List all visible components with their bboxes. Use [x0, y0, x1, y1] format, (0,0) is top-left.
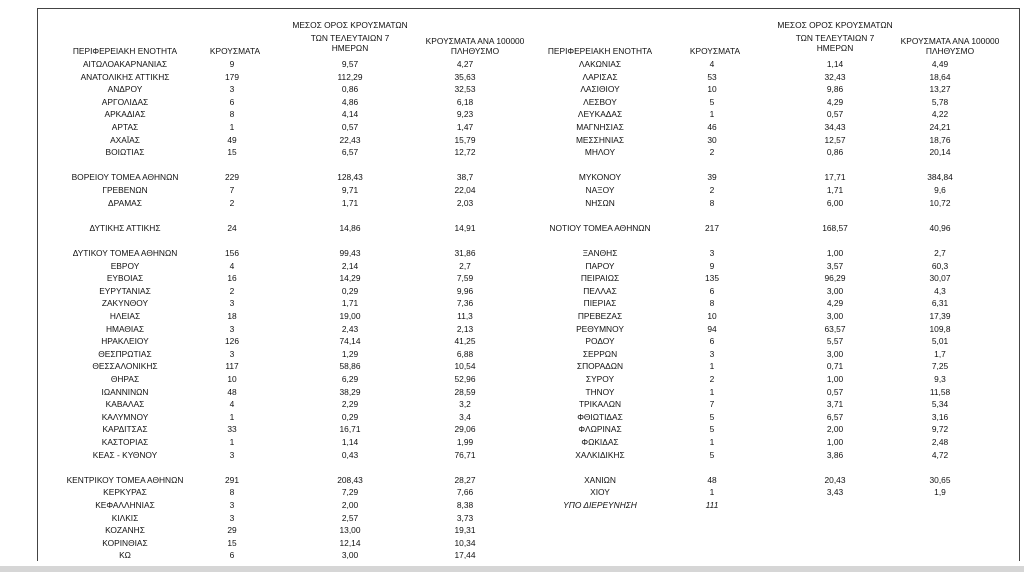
row-cases-value: 1 — [709, 361, 715, 372]
row-cases-value: 15 — [227, 537, 237, 548]
row-per-value: 109,8 — [929, 323, 951, 334]
row-per-value: 2,13 — [456, 323, 474, 334]
row-avg-value: 3,00 — [826, 348, 844, 359]
row-region-name: ΜΕΣΣΗΝΙΑΣ — [575, 134, 625, 145]
row-per-value: 29,06 — [454, 424, 476, 435]
row-cases-value: 3 — [709, 248, 715, 258]
row-cases-value: 291 — [225, 474, 239, 485]
row-per-value: 18,64 — [929, 71, 951, 82]
row-avg-value: 4,29 — [826, 298, 844, 309]
row-avg-value: 2,14 — [341, 260, 359, 271]
row-per-value: 5,78 — [931, 96, 949, 107]
row-cases-value: 4 — [229, 399, 235, 410]
row-cases-value: 5 — [709, 96, 715, 107]
row-cases-value: 9 — [229, 59, 235, 69]
row-cases-value: 48 — [227, 386, 237, 397]
row-region-name: ΦΘΙΩΤΙΔΑΣ — [577, 411, 623, 422]
row-cases-value: 2 — [709, 147, 715, 158]
row-avg-value: 1,71 — [341, 298, 359, 309]
row-cases-value: 4 — [709, 59, 715, 69]
row-cases-value: 1 — [229, 411, 235, 422]
row-per-value: 5,01 — [931, 336, 949, 347]
row-cases-value: 3 — [709, 348, 715, 359]
row-cases-value: 2 — [709, 185, 715, 195]
row-per-value: 12,72 — [454, 147, 476, 158]
row-region-name: ΛΑΡΙΣΑΣ — [582, 71, 618, 82]
row-cases-value: 6 — [229, 550, 235, 561]
row-avg-value: 112,29 — [337, 71, 363, 82]
row-cases-value: 6 — [229, 96, 235, 107]
row-per-value: 28,59 — [454, 386, 476, 397]
row-avg-value: 208,43 — [337, 474, 363, 485]
row-avg-value: 17,71 — [824, 172, 846, 183]
row-per-value: 15,79 — [454, 134, 476, 145]
row-per-value: 32,53 — [454, 84, 476, 95]
row-per-value: 1,7 — [934, 348, 946, 359]
row-avg-value: 6,29 — [341, 374, 359, 384]
row-cases-value: 94 — [707, 323, 717, 334]
row-avg-value: 3,43 — [826, 487, 844, 498]
row-region-name: ΔΡΑΜΑΣ — [108, 197, 142, 208]
row-cases-value: 6 — [709, 336, 715, 347]
row-region-name: ΠΙΕΡΙΑΣ — [583, 298, 617, 309]
row-region-name: ΛΕΣΒΟΥ — [583, 96, 617, 107]
row-region-name: ΘΕΣΠΡΩΤΙΑΣ — [98, 348, 152, 359]
row-region-name: ΚΑΛΥΜΝΟΥ — [101, 411, 149, 422]
row-region-name: ΠΡΕΒΕΖΑΣ — [577, 311, 623, 321]
row-avg-value: 6,57 — [826, 411, 844, 422]
header-per-line2: ΠΛΗΘΥΣΜΟ — [450, 46, 500, 56]
row-cases-value: 10 — [707, 311, 717, 321]
row-per-value: 19,31 — [454, 525, 476, 536]
header-cases-left: ΚΡΟΥΣΜΑΤΑ — [209, 46, 261, 56]
header-avg-line3: ΗΜΕΡΩΝ — [816, 43, 854, 53]
row-region-name: ΣΥΡΟΥ — [585, 374, 615, 384]
row-cases-value: 1 — [709, 437, 715, 447]
row-per-value: 2,03 — [456, 197, 474, 208]
row-cases-value: 49 — [227, 134, 237, 145]
row-cases-value: 1 — [709, 386, 715, 397]
row-per-value: 3,73 — [456, 512, 474, 523]
row-region-name: ΚΑΣΤΟΡΙΑΣ — [101, 437, 149, 447]
row-avg-value: 13,00 — [339, 525, 361, 536]
row-cases-value: 16 — [227, 273, 237, 284]
row-region-name: ΕΥΒΟΙΑΣ — [106, 273, 144, 284]
row-cases-value: 4 — [229, 260, 235, 271]
row-per-value: 22,04 — [454, 185, 476, 195]
row-region-name: ΛΑΣΙΘΙΟΥ — [580, 84, 620, 95]
row-per-value: 2,7 — [459, 260, 471, 271]
row-cases-value: 5 — [709, 411, 715, 422]
row-avg-value: 9,71 — [341, 185, 359, 195]
row-avg-value: 0,29 — [341, 411, 359, 422]
row-region-name: ΚΟΖΑΝΗΣ — [105, 525, 145, 536]
row-region-name: ΚΑΡΔΙΤΣΑΣ — [102, 424, 148, 435]
row-cases-value: 3 — [229, 449, 235, 460]
header-cases-right: ΚΡΟΥΣΜΑΤΑ — [689, 46, 741, 56]
row-cases-value: 24 — [227, 222, 237, 233]
row-avg-value: 0,71 — [826, 361, 844, 372]
row-cases-value: 1 — [709, 487, 715, 498]
row-per-value: 3,2 — [459, 399, 471, 410]
row-region-name: ΘΕΣΣΑΛΟΝΙΚΗΣ — [92, 361, 158, 372]
row-per-value: 24,21 — [929, 122, 951, 132]
row-per-value: 9,72 — [931, 424, 949, 435]
row-region-name: ΗΜΑΘΙΑΣ — [105, 323, 145, 334]
row-cases-value: 8 — [709, 197, 715, 208]
row-avg-value: 5,57 — [826, 336, 844, 347]
row-avg-value: 6,57 — [341, 147, 359, 158]
row-avg-value: 74,14 — [339, 336, 361, 347]
row-avg-value: 3,00 — [341, 550, 359, 561]
row-avg-value: 20,43 — [824, 474, 846, 485]
row-cases-value: 3 — [229, 84, 235, 95]
row-cases-value: 6 — [709, 285, 715, 296]
row-per-value: 9,6 — [934, 185, 946, 195]
row-region-name: ΕΒΡΟΥ — [110, 260, 140, 271]
row-avg-value: 0,86 — [341, 84, 359, 95]
header-per-line2: ΠΛΗΘΥΣΜΟ — [925, 46, 975, 56]
row-region-name: ΜΑΓΝΗΣΙΑΣ — [576, 122, 624, 132]
row-per-value: 5,34 — [931, 399, 949, 410]
row-cases-value: 217 — [705, 222, 719, 233]
row-cases-value: 53 — [707, 71, 717, 82]
row-region-name: ΘΗΡΑΣ — [110, 374, 140, 384]
row-cases-value: 1 — [229, 122, 235, 132]
row-region-name: ΑΝΔΡΟΥ — [107, 84, 143, 95]
row-cases-value: 8 — [229, 487, 235, 498]
row-cases-value: 15 — [227, 147, 237, 158]
row-per-value: 17,44 — [454, 550, 476, 561]
row-region-name: ΧΙΟΥ — [590, 487, 610, 498]
row-cases-value: 3 — [229, 512, 235, 523]
row-region-name: ΠΑΡΟΥ — [585, 260, 615, 271]
row-cases-value: 2 — [229, 197, 235, 208]
row-avg-value: 32,43 — [824, 71, 846, 82]
row-per-value: 30,07 — [929, 273, 951, 284]
row-avg-value: 1,71 — [826, 185, 844, 195]
header-avg-right — [765, 20, 905, 53]
row-avg-value: 2,43 — [341, 323, 359, 334]
row-cases-value: 33 — [227, 424, 237, 435]
row-per-value: 4,22 — [931, 109, 949, 120]
row-per-value: 28,27 — [454, 474, 476, 485]
row-avg-value: 34,43 — [824, 122, 846, 132]
row-cases-value: 135 — [705, 273, 719, 284]
row-region-name: ΦΛΩΡΙΝΑΣ — [578, 424, 622, 435]
row-per-value: 1,47 — [456, 122, 474, 132]
row-cases-value: 10 — [707, 84, 717, 95]
row-per-value: 3,16 — [931, 411, 949, 422]
header-avg-line1: ΜΕΣΟΣ ΟΡΟΣ ΚΡΟΥΣΜΑΤΩΝ — [777, 20, 893, 30]
bottom-scroll-edge — [0, 566, 1024, 572]
row-avg-value: 1,71 — [341, 197, 359, 208]
row-avg-value: 4,29 — [826, 96, 844, 107]
row-per-value: 60,3 — [931, 260, 949, 271]
row-per-value: 384,84 — [927, 172, 953, 183]
row-cases-value: 10 — [227, 374, 237, 384]
row-per-value: 10,54 — [454, 361, 476, 372]
row-cases-value: 8 — [229, 109, 235, 120]
row-per-value: 8,38 — [456, 500, 474, 510]
row-region-name: ΣΠΟΡΑΔΩΝ — [576, 361, 624, 372]
row-per-value: 1,9 — [934, 487, 946, 498]
row-per-value: 2,48 — [931, 437, 949, 447]
row-cases-value: 1 — [229, 437, 235, 447]
row-avg-value: 0,57 — [826, 109, 844, 120]
row-per-value: 9,3 — [934, 374, 946, 384]
row-per-value: 4,72 — [931, 449, 949, 460]
row-region-name: ΡΕΘΥΜΝΟΥ — [576, 323, 624, 334]
row-per-value: 7,25 — [931, 361, 949, 372]
row-avg-value: 3,00 — [826, 285, 844, 296]
header-per-line1: ΚΡΟΥΣΜΑΤΑ ΑΝΑ 100000 — [900, 36, 1000, 46]
row-per-value: 52,96 — [454, 374, 476, 384]
row-avg-value: 168,57 — [822, 222, 848, 233]
row-avg-value: 99,43 — [339, 248, 361, 258]
row-cases-value: 179 — [225, 71, 239, 82]
row-cases-value: 2 — [709, 374, 715, 384]
header-avg-line2: ΤΩΝ ΤΕΛΕΥΤΑΙΩΝ 7 — [310, 33, 390, 43]
row-cases-value: 117 — [225, 361, 239, 372]
row-cases-value: 7 — [229, 185, 235, 195]
row-per-value: 2,7 — [934, 248, 946, 258]
row-cases-value: 7 — [709, 399, 715, 410]
row-avg-value: 16,71 — [339, 424, 361, 435]
row-avg-value: 7,29 — [341, 487, 359, 498]
row-region-name: ΝΑΞΟΥ — [585, 185, 615, 195]
row-region-name: ΚΕΦΑΛΛΗΝΙΑΣ — [95, 500, 155, 510]
row-avg-value: 0,43 — [341, 449, 359, 460]
row-per-value: 14,91 — [454, 222, 476, 233]
header-avg-line3: ΗΜΕΡΩΝ — [331, 43, 369, 53]
row-region-name: ΚΕΡΚΥΡΑΣ — [103, 487, 147, 498]
row-avg-value: 1,29 — [341, 348, 359, 359]
row-per-value: 4,49 — [931, 59, 949, 69]
row-cases-value: 2 — [229, 285, 235, 296]
row-avg-value: 3,86 — [826, 449, 844, 460]
row-cases-value: 39 — [707, 172, 717, 183]
row-per-value: 9,96 — [456, 285, 474, 296]
row-cases-value: 30 — [707, 134, 717, 145]
row-per-value: 17,39 — [929, 311, 951, 321]
header-per-left — [410, 36, 540, 56]
row-region-name: ΚΩ — [119, 550, 131, 561]
row-per-value: 10,72 — [929, 197, 951, 208]
row-avg-value: 9,86 — [826, 84, 844, 95]
row-region-name: ΑΡΤΑΣ — [111, 122, 139, 132]
row-region-name: ΚΙΛΚΙΣ — [111, 512, 139, 523]
row-avg-value: 0,57 — [341, 122, 359, 132]
row-cases-value: 5 — [709, 424, 715, 435]
row-avg-value: 1,14 — [826, 59, 844, 69]
row-region-name: ΚΟΡΙΝΘΙΑΣ — [102, 537, 148, 548]
row-avg-value: 14,86 — [339, 222, 361, 233]
row-avg-value: 19,00 — [339, 311, 361, 321]
row-avg-value: 58,86 — [339, 361, 361, 372]
row-region-name: ΑΡΓΟΛΙΔΑΣ — [101, 96, 149, 107]
row-avg-value: 63,57 — [824, 323, 846, 334]
row-region-name: ΜΥΚΟΝΟΥ — [578, 172, 622, 183]
header-avg-line1: ΜΕΣΟΣ ΟΡΟΣ ΚΡΟΥΣΜΑΤΩΝ — [292, 20, 408, 30]
row-avg-value: 1,00 — [826, 374, 844, 384]
row-region-name: ΑΙΤΩΛΟΑΚΑΡΝΑΝΙΑΣ — [82, 59, 168, 69]
row-per-value: 41,25 — [454, 336, 476, 347]
header-region-right: ΠΕΡΙΦΕΡΕΙΑΚΗ ΕΝΟΤΗΤΑ — [547, 46, 653, 56]
row-avg-value: 3,71 — [826, 399, 844, 410]
header-avg-line2: ΤΩΝ ΤΕΛΕΥΤΑΙΩΝ 7 — [795, 33, 875, 43]
row-region-name: ΛΑΚΩΝΙΑΣ — [578, 59, 622, 69]
header-avg-left — [280, 20, 420, 53]
row-avg-value: 0,57 — [826, 386, 844, 397]
row-region-name: ΧΑΛΚΙΔΙΚΗΣ — [575, 449, 625, 460]
row-per-value: 13,27 — [929, 84, 951, 95]
row-avg-value: 2,00 — [826, 424, 844, 435]
row-avg-value: 14,29 — [339, 273, 361, 284]
row-avg-value: 38,29 — [339, 386, 361, 397]
row-region-name: ΗΡΑΚΛΕΙΟΥ — [101, 336, 149, 347]
row-avg-value: 4,86 — [341, 96, 359, 107]
row-region-name: ΚΕΑΣ - ΚΥΘΝΟΥ — [92, 449, 158, 460]
row-avg-value: 1,00 — [826, 248, 844, 258]
header-per-right — [885, 36, 1015, 56]
row-avg-value: 96,29 — [824, 273, 846, 284]
row-avg-value: 1,00 — [826, 437, 844, 447]
row-cases-value: 3 — [229, 500, 235, 510]
row-avg-value: 3,00 — [826, 311, 844, 321]
row-cases-value: 29 — [227, 525, 237, 536]
row-cases-value: 229 — [225, 172, 239, 183]
row-per-value: 10,34 — [454, 537, 476, 548]
row-region-name: ΜΗΛΟΥ — [584, 147, 616, 158]
row-per-value: 18,76 — [929, 134, 951, 145]
row-cases-value: 3 — [229, 298, 235, 309]
row-avg-value: 22,43 — [339, 134, 361, 145]
row-per-value: 7,59 — [456, 273, 474, 284]
row-cases-value: 3 — [229, 323, 235, 334]
row-per-value: 7,66 — [456, 487, 474, 498]
row-region-name: ΦΩΚΙΔΑΣ — [581, 437, 619, 447]
row-region-name: ΑΝΑΤΟΛΙΚΗΣ ΑΤΤΙΚΗΣ — [80, 71, 170, 82]
row-cases-value: 126 — [225, 336, 239, 347]
row-cases-value: 5 — [709, 449, 715, 460]
row-avg-value: 12,14 — [339, 537, 361, 548]
row-per-value: 6,18 — [456, 96, 474, 107]
row-per-value: 7,36 — [456, 298, 474, 309]
row-cases-value: 156 — [225, 248, 239, 258]
row-per-value: 30,65 — [929, 474, 951, 485]
row-avg-value: 128,43 — [337, 172, 363, 183]
row-region-name: ΧΑΝΙΩΝ — [584, 474, 616, 485]
row-per-value: 11,3 — [457, 311, 473, 321]
row-per-value: 11,58 — [929, 386, 951, 397]
row-per-value: 4,3 — [934, 285, 946, 296]
row-avg-value: 6,00 — [826, 197, 844, 208]
row-region-name: ΠΕΙΡΑΙΩΣ — [580, 273, 620, 284]
row-cases-value: 111 — [705, 500, 719, 510]
row-per-value: 3,4 — [459, 411, 471, 422]
row-avg-value: 0,29 — [341, 285, 359, 296]
row-per-value: 20,14 — [929, 147, 951, 158]
row-region-name: ΡΟΔΟΥ — [585, 336, 615, 347]
row-per-value: 31,86 — [454, 248, 476, 258]
row-per-value: 1,99 — [456, 437, 474, 447]
row-region-name: ΛΕΥΚΑΔΑΣ — [577, 109, 623, 120]
row-avg-value: 12,57 — [824, 134, 846, 145]
row-cases-value: 1 — [709, 109, 715, 120]
row-region-name: ΣΕΡΡΩΝ — [582, 348, 618, 359]
row-region-name: ΤΗΝΟΥ — [585, 386, 615, 397]
row-region-name: ΑΧΑΪΑΣ — [110, 134, 140, 145]
row-region-name: ΝΟΤΙΟΥ ΤΟΜΕΑ ΑΘΗΝΩΝ — [549, 222, 651, 233]
row-avg-value: 2,29 — [341, 399, 359, 410]
row-avg-value: 2,00 — [341, 500, 359, 510]
row-cases-value: 46 — [707, 122, 717, 132]
row-region-name: ΗΛΕΙΑΣ — [109, 311, 141, 321]
row-cases-value: 9 — [709, 260, 715, 271]
row-cases-value: 3 — [229, 348, 235, 359]
row-per-value: 6,31 — [931, 298, 949, 309]
row-region-name: ΕΥΡΥΤΑΝΙΑΣ — [99, 285, 151, 296]
row-region-name: ΒΟΙΩΤΙΑΣ — [105, 147, 145, 158]
row-avg-value: 9,57 — [341, 59, 359, 69]
row-region-name: ΥΠΟ ΔΙΕΡΕΥΝΗΣΗ — [563, 500, 637, 510]
row-cases-value: 48 — [707, 474, 717, 485]
row-region-name: ΒΟΡΕΙΟΥ ΤΟΜΕΑ ΑΘΗΝΩΝ — [71, 172, 179, 183]
row-per-value: 40,96 — [929, 222, 951, 233]
row-per-value: 38,7 — [456, 172, 474, 183]
row-region-name: ΖΑΚΥΝΘΟΥ — [101, 298, 149, 309]
row-region-name: ΞΑΝΘΗΣ — [582, 248, 618, 258]
header-per-line1: ΚΡΟΥΣΜΑΤΑ ΑΝΑ 100000 — [425, 36, 525, 46]
row-cases-value: 18 — [227, 311, 237, 321]
row-region-name: ΔΥΤΙΚΟΥ ΤΟΜΕΑ ΑΘΗΝΩΝ — [72, 248, 178, 258]
row-per-value: 76,71 — [454, 449, 476, 460]
row-region-name: ΓΡΕΒΕΝΩΝ — [102, 185, 148, 195]
row-region-name: ΑΡΚΑΔΙΑΣ — [104, 109, 146, 120]
row-avg-value: 1,14 — [341, 437, 359, 447]
row-region-name: ΝΗΣΩΝ — [585, 197, 615, 208]
row-avg-value: 3,57 — [826, 260, 844, 271]
row-per-value: 6,88 — [456, 348, 474, 359]
row-avg-value: 4,14 — [341, 109, 359, 120]
header-region-left: ΠΕΡΙΦΕΡΕΙΑΚΗ ΕΝΟΤΗΤΑ — [72, 46, 178, 56]
row-per-value: 35,63 — [454, 71, 476, 82]
row-per-value: 4,27 — [456, 59, 474, 69]
row-region-name: ΚΕΝΤΡΙΚΟΥ ΤΟΜΕΑ ΑΘΗΝΩΝ — [66, 474, 184, 485]
row-region-name: ΚΑΒΑΛΑΣ — [105, 399, 145, 410]
row-cases-value: 8 — [709, 298, 715, 309]
row-region-name: ΤΡΙΚΑΛΩΝ — [578, 399, 622, 410]
row-region-name: ΙΩΑΝΝΙΝΩΝ — [101, 386, 149, 397]
row-region-name: ΠΕΛΛΑΣ — [583, 285, 617, 296]
row-per-value: 9,23 — [456, 109, 474, 120]
row-region-name: ΔΥΤΙΚΗΣ ΑΤΤΙΚΗΣ — [89, 222, 161, 233]
row-avg-value: 0,86 — [826, 147, 844, 158]
row-avg-value: 2,57 — [341, 512, 359, 523]
